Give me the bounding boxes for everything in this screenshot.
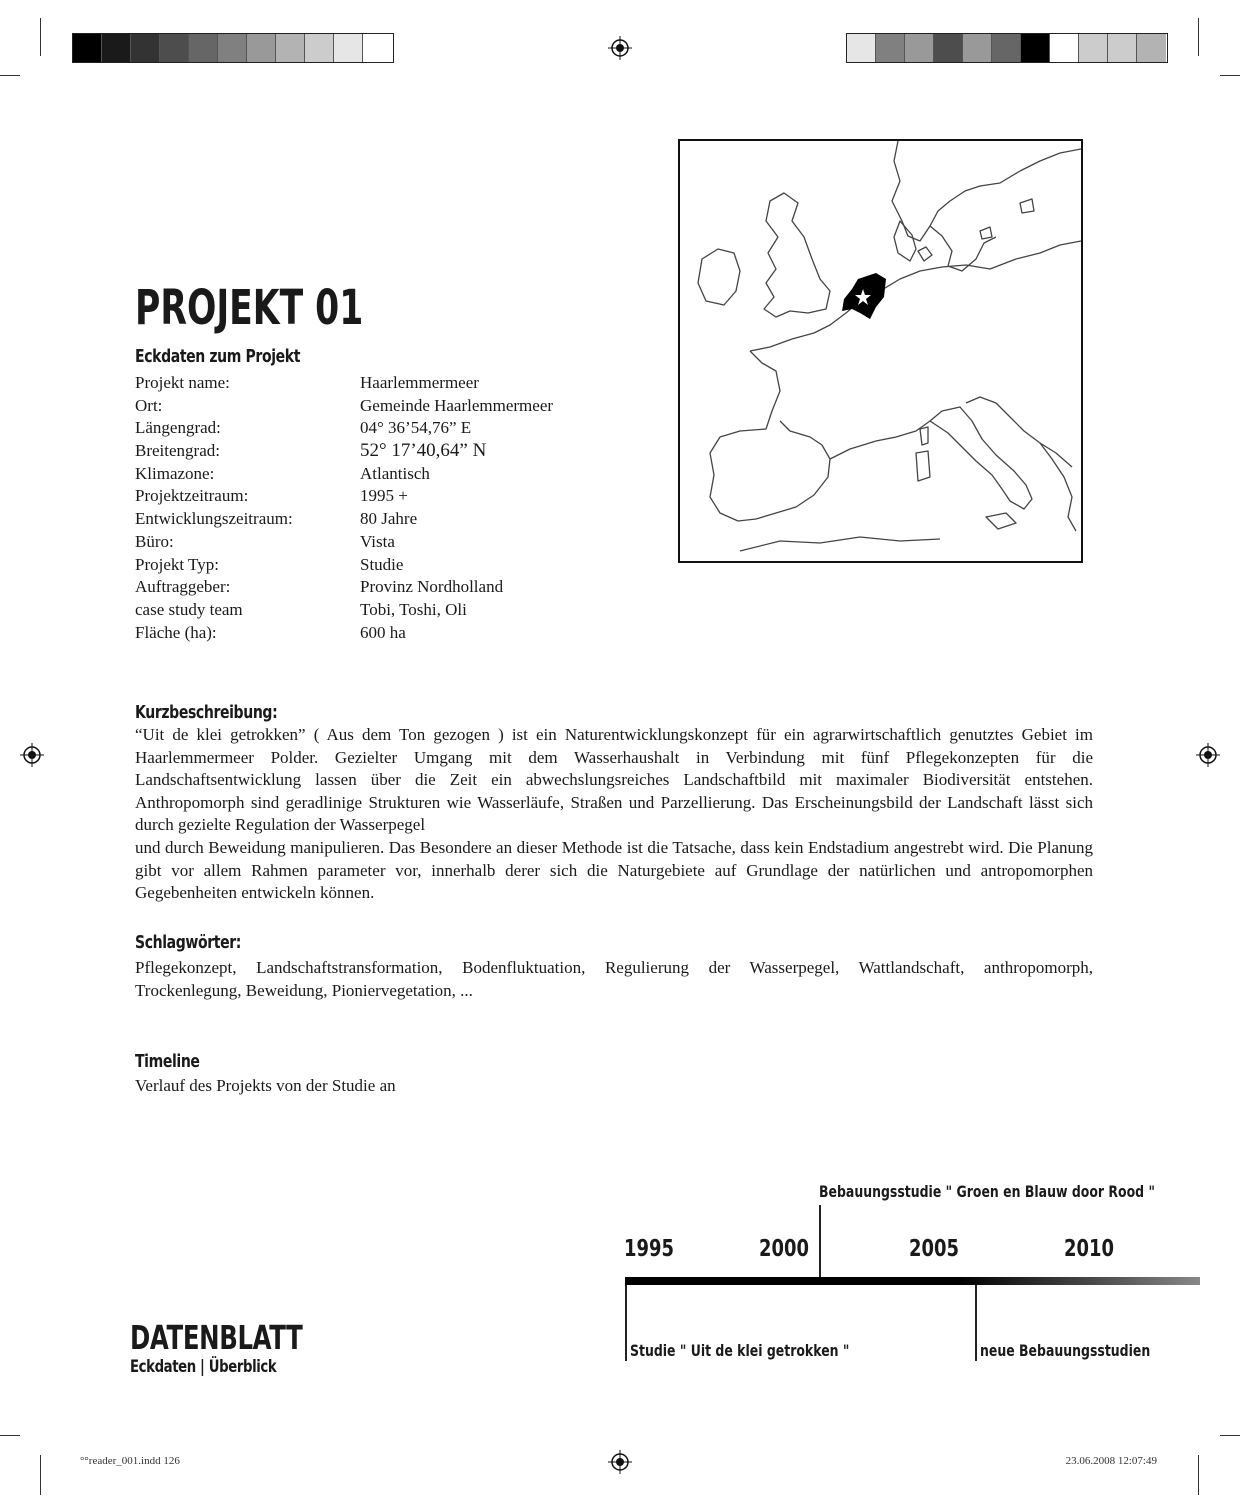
color-swatch: [1108, 34, 1137, 62]
crop-mark: [0, 1435, 20, 1436]
color-swatch: [189, 34, 218, 62]
color-swatch: [305, 34, 334, 62]
color-swatch: [905, 34, 934, 62]
color-swatch: [1137, 34, 1166, 62]
timeline-year: 2000: [759, 1236, 809, 1262]
footer-file: °°reader_001.indd 126: [80, 1455, 180, 1467]
fact-value: 04° 36’54,76” E: [360, 418, 472, 438]
fact-value: Vista: [360, 531, 395, 551]
registration-mark-icon: [20, 743, 44, 767]
timeline-subtitle: Verlauf des Projekts von der Studie an: [135, 1076, 396, 1095]
fact-label: Entwicklungszeitraum:: [135, 509, 293, 529]
keywords-heading: Schlagwörter:: [135, 932, 242, 953]
fact-value: 600 ha: [360, 622, 406, 642]
color-swatch: [934, 34, 963, 62]
fact-value: Studie: [360, 554, 404, 574]
fact-value: Tobi, Toshi, Oli: [360, 599, 467, 619]
fact-row: [135, 576, 605, 599]
fact-row: [135, 531, 605, 554]
fact-row: [135, 508, 605, 531]
fact-label: Auftraggeber:: [135, 577, 231, 597]
fact-row: [135, 440, 605, 463]
fact-value: Gemeinde Haarlemmermeer: [360, 395, 554, 415]
registration-mark-icon: [608, 1450, 632, 1474]
fact-label: Projekt Typ:: [135, 554, 219, 574]
crop-mark: [1220, 1435, 1240, 1436]
color-swatch: [1079, 34, 1108, 62]
fact-row: [135, 485, 605, 508]
timeline-year: 2010: [1064, 1236, 1114, 1262]
fact-row: [135, 599, 605, 622]
timeline-event-line: [625, 1285, 627, 1361]
fact-value: 80 Jahre: [360, 509, 418, 529]
description-paragraph: “Uit de klei getrokken” ( Aus dem Ton gezogen ) ist ein Naturentwicklungskonzept für ein agrarwirtschaftlich genutztes Gebiet im Haarlemmermeer Polder. Gezielter Umgang mit dem Wasserhaushalt in Verbindung mit fünf Pflegekonzepten für die Landschaftsentwicklung lassen über die Zeit ein abwechslungsreiches Landschaftbild mit maximaler Biodiversität entstehen. Anthropomorph sind geradlinige Strukturen wie Wasserläufe, Straßen und Parzellierung. Das Erscheinungsbild der Landschaft lässt sich durch gezielte Regulation der Wasserpegel: [135, 725, 1093, 835]
timeline-year: 2005: [909, 1236, 959, 1262]
crop-mark: [1198, 1455, 1199, 1495]
description-text: [135, 724, 1093, 905]
fact-label: Klimazone:: [135, 463, 215, 483]
page-title: PROJEKT 01: [135, 280, 364, 336]
color-swatch: [363, 34, 392, 62]
color-swatch: [131, 34, 160, 62]
crop-mark: [0, 75, 20, 76]
fact-value: Haarlemmermeer: [360, 373, 479, 392]
color-calibration-strip-right: [846, 33, 1168, 63]
fact-label: case study team: [135, 599, 243, 619]
fact-row: [135, 622, 605, 645]
color-swatch: [963, 34, 992, 62]
timeline-event-bottom: neue Bebauungsstudien: [980, 1341, 1151, 1360]
timeline-event-line: [819, 1205, 821, 1279]
fact-row: [135, 372, 605, 395]
fact-label: Projekt name:: [135, 373, 230, 392]
facts-heading: Eckdaten zum Projekt: [135, 346, 301, 367]
color-swatch: [160, 34, 189, 62]
fact-value: 1995 +: [360, 486, 408, 506]
fact-label: Büro:: [135, 531, 174, 551]
fact-value: Atlantisch: [360, 463, 430, 483]
crop-mark: [40, 1455, 41, 1495]
facts-list: [135, 372, 605, 644]
crop-mark: [1198, 18, 1199, 56]
color-swatch: [334, 34, 363, 62]
color-calibration-strip-left: [72, 33, 394, 63]
color-swatch: [247, 34, 276, 62]
description-paragraph: und durch Beweidung manipulieren. Das Besondere an dieser Methode ist die Tatsache, dass kein Endstadium angestrebt wird. Die Planung gibt vor allem Rahmen parameter vor, innerhalb derer sich die Naturgebiete auf Grundlage der natürlichen und antropomorphen Gegebenheiten entwickeln können.: [135, 837, 1093, 903]
color-swatch: [73, 34, 102, 62]
fact-row: [135, 554, 605, 577]
fact-label: Projektzeitraum:: [135, 486, 249, 506]
fact-value: Provinz Nordholland: [360, 577, 504, 597]
fact-row: [135, 395, 605, 418]
location-map: [678, 139, 1083, 563]
description-heading: Kurzbeschreibung:: [135, 702, 278, 723]
timeline-event-line: [975, 1285, 977, 1361]
fact-row: [135, 417, 605, 440]
section-title: DATENBLATT: [130, 1318, 303, 1357]
footer-timestamp: 23.06.2008 12:07:49: [1065, 1455, 1157, 1467]
section-subtitle: Eckdaten | Überblick: [130, 1357, 277, 1377]
fact-label: Fläche (ha):: [135, 622, 217, 642]
crop-mark: [40, 18, 41, 56]
keywords-text: Pflegekonzept, Landschaftstransformation, Bodenfluktuation, Regulierung der Wasserpegel, Wattlandschaft, anthropomorph, Trockenlegung, Beweidung, Pioniervegetation, ...: [135, 958, 1093, 1000]
timeline-event-bottom: Studie " Uit de klei getrokken ": [630, 1341, 850, 1360]
timeline-year: 1995: [624, 1236, 674, 1262]
color-swatch: [992, 34, 1021, 62]
timeline-heading: Timeline: [135, 1051, 200, 1072]
fact-label: Längengrad:: [135, 418, 221, 438]
color-swatch: [847, 34, 876, 62]
color-swatch: [876, 34, 905, 62]
crop-mark: [1220, 75, 1240, 76]
color-swatch: [218, 34, 247, 62]
fact-label: Ort:: [135, 395, 163, 415]
fact-row: [135, 463, 605, 486]
fact-label: Breitengrad:: [135, 441, 220, 461]
color-swatch: [1050, 34, 1079, 62]
color-swatch: [102, 34, 131, 62]
timeline-event-top: Bebauungsstudie " Groen en Blauw door Rood ": [819, 1182, 1155, 1201]
color-swatch: [1021, 34, 1050, 62]
registration-mark-icon: [1196, 743, 1220, 767]
registration-mark-icon: [608, 36, 632, 60]
timeline-bar: [625, 1277, 1200, 1285]
fact-value: 52° 17’40,64” N: [360, 440, 487, 462]
europe-map-outline: [680, 141, 1081, 561]
color-swatch: [276, 34, 305, 62]
